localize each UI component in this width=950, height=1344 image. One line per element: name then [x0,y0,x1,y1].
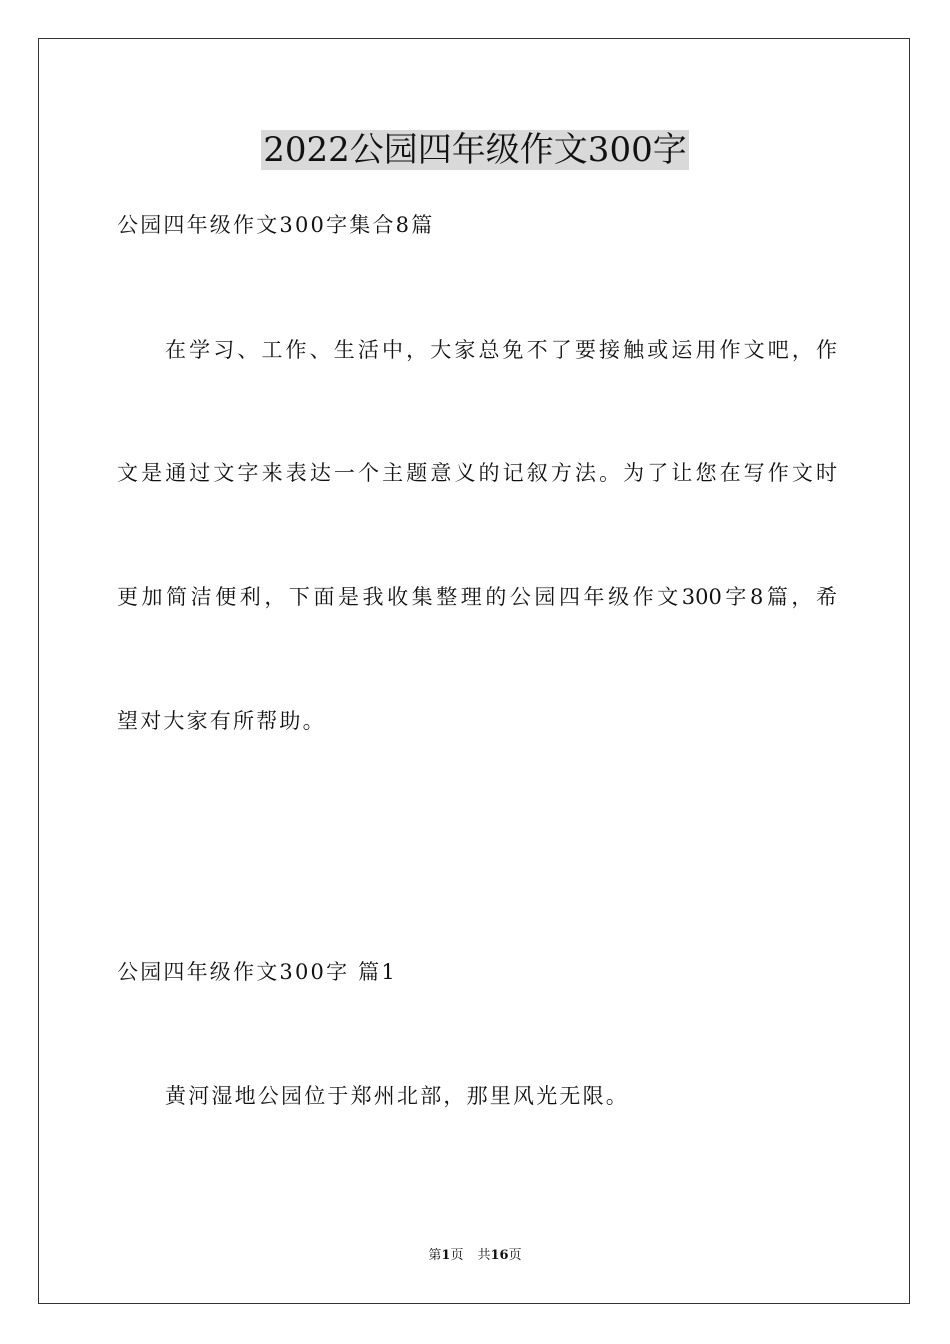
footer-page-prefix: 第 [428,1248,442,1263]
section-first-line: 黄河湿地公园位于郑州北部，那里风光无限。 [165,1084,629,1108]
footer-total-prefix: 共 [477,1248,491,1263]
document-title-text: 2022公园四年级作文300字 [263,130,687,170]
document-subtitle: 公园四年级作文300字集合8篇 [117,213,435,237]
footer-total-pages: 16 [490,1248,509,1263]
page-footer [0,1247,950,1265]
intro-line-3: 更加简洁便利，下面是我收集整理的公园四年级作文300字8篇，希 [117,585,837,609]
document-title [0,128,950,172]
footer-page-number: 1 [441,1248,451,1263]
footer-page-suffix: 页 [450,1248,464,1263]
intro-line-2: 文是通过文字来表达一个主题意义的记叙方法。为了让您在写作文时 [117,461,837,485]
footer-total-suffix: 页 [508,1248,522,1263]
intro-line-4: 望对大家有所帮助。 [117,709,326,733]
section-heading: 公园四年级作文300字 篇1 [117,960,397,984]
intro-line-1: 在学习、工作、生活中，大家总免不了要接触或运用作文吧，作 [165,338,837,362]
